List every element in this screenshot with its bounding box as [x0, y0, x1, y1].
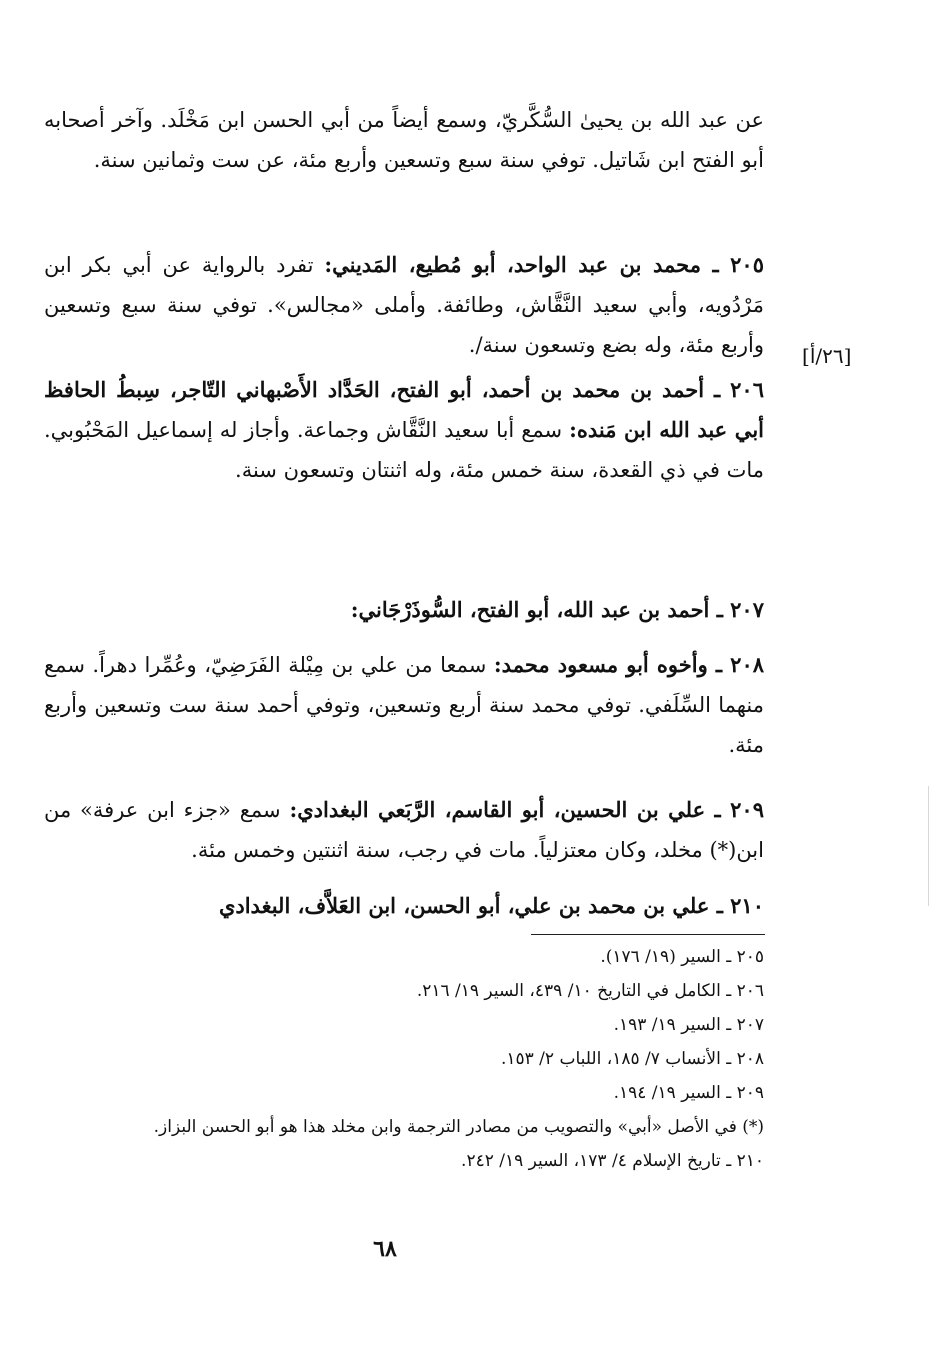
footnote: ٢٠٦ ـ الكامل في التاريخ ١٠/ ٤٣٩، السير ١٩/ ٢١٦.	[416, 981, 764, 1001]
entry-206	[44, 370, 764, 490]
scan-edge-mark	[928, 786, 929, 906]
entry-heading: ٢٠٨ ـ وأخوه أبو مسعود محمد:	[493, 652, 765, 677]
entry-body: سمعا من علي بن مِيْلة الفَرَضِيّ، وعُمِّرا دهراً. سمع منهما السِّلَفي. توفي محمد سنة أربع وتسعين، وتوفي أحمد سنة ست وتسعين وأربع مئة.	[44, 653, 764, 757]
footnote: ٢٠٩ ـ السير ١٩/ ١٩٤.	[613, 1083, 764, 1103]
entry-heading: ٢٠٦ ـ أحمد بن محمد بن أحمد، أبو الفتح، الحَدَّاد الأَصْبهاني التّاجر، سِبطُ الحافظ أبي عبد الله ابن مَنده:	[44, 377, 764, 442]
entry-210	[44, 886, 764, 926]
footnote: ٢٠٨ ـ الأنساب ٧/ ١٨٥، اللباب ٢/ ١٥٣.	[500, 1049, 764, 1069]
entry-heading: ٢٠٥ ـ محمد بن عبد الواحد، أبو مُطيع، المَديني:	[324, 252, 764, 277]
paragraph-text: عن عبد الله بن يحيىٰ السُّكَّريّ، وسمع أيضاً من أبي الحسن ابن مَخْلَد. وآخر أصحابه أبو الفتح ابن شَاتيل. توفي سنة سبع وتسعين وأربع مئة، عن ست وثمانين سنة.	[44, 108, 764, 172]
footnote-separator	[531, 934, 765, 935]
footnote: ٢٠٧ ـ السير ١٩/ ١٩٣.	[613, 1015, 764, 1035]
footnote: ٢٠٥ ـ السير (١٩/ ١٧٦).	[600, 947, 764, 967]
entry-heading: ٢٠٩ ـ علي بن الحسين، أبو القاسم، الرَّبَعي البغدادي:	[289, 797, 764, 822]
entry-heading: ٢١٠ ـ علي بن محمد بن علي، أبو الحسن، ابن العَلاَّف، البغدادي	[218, 893, 764, 918]
footnote-asterisk: (*) في الأصل «أبي» والتصويب من مصادر الترجمة وابن مخلد هذا هو أبو الحسن البزاز.	[153, 1117, 764, 1137]
page-number: ٦٨	[373, 1236, 397, 1262]
entry-heading: ٢٠٧ ـ أحمد بن عبد الله، أبو الفتح، السُّوذَرْجَاني:	[350, 597, 764, 622]
entry-body: سمع «جزء ابن عرفة» من ابن(*) مخلد، وكان معتزلياً. مات في رجب، سنة اثنتين وخمس مئة.	[44, 798, 764, 862]
paragraph-continuation	[44, 100, 764, 180]
entry-208	[44, 645, 764, 765]
footnote: ٢١٠ ـ تاريخ الإسلام ٤/ ١٧٣، السير ١٩/ ٢٤٢.	[461, 1151, 764, 1171]
entry-207	[44, 590, 764, 630]
entry-209	[44, 790, 764, 870]
entry-205	[44, 245, 764, 365]
footnotes	[44, 940, 764, 1178]
entry-body: تفرد بالرواية عن أبي بكر ابن مَرْدُويه، وأبي سعيد النَّقَّاش، وطائفة. وأملى «مجالس». توفي سنة سبع وتسعين وأربع مئة، وله بضع وتسعون سنة/.	[44, 253, 764, 357]
folio-marker: [٢٦/أ]	[802, 344, 852, 368]
entry-body: سمع أبا سعيد النَّقَّاش وجماعة. وأجاز له إسماعيل المَحْبُوبي. مات في ذي القعدة، سنة خمس مئة، وله اثنتان وتسعون سنة.	[44, 418, 764, 482]
